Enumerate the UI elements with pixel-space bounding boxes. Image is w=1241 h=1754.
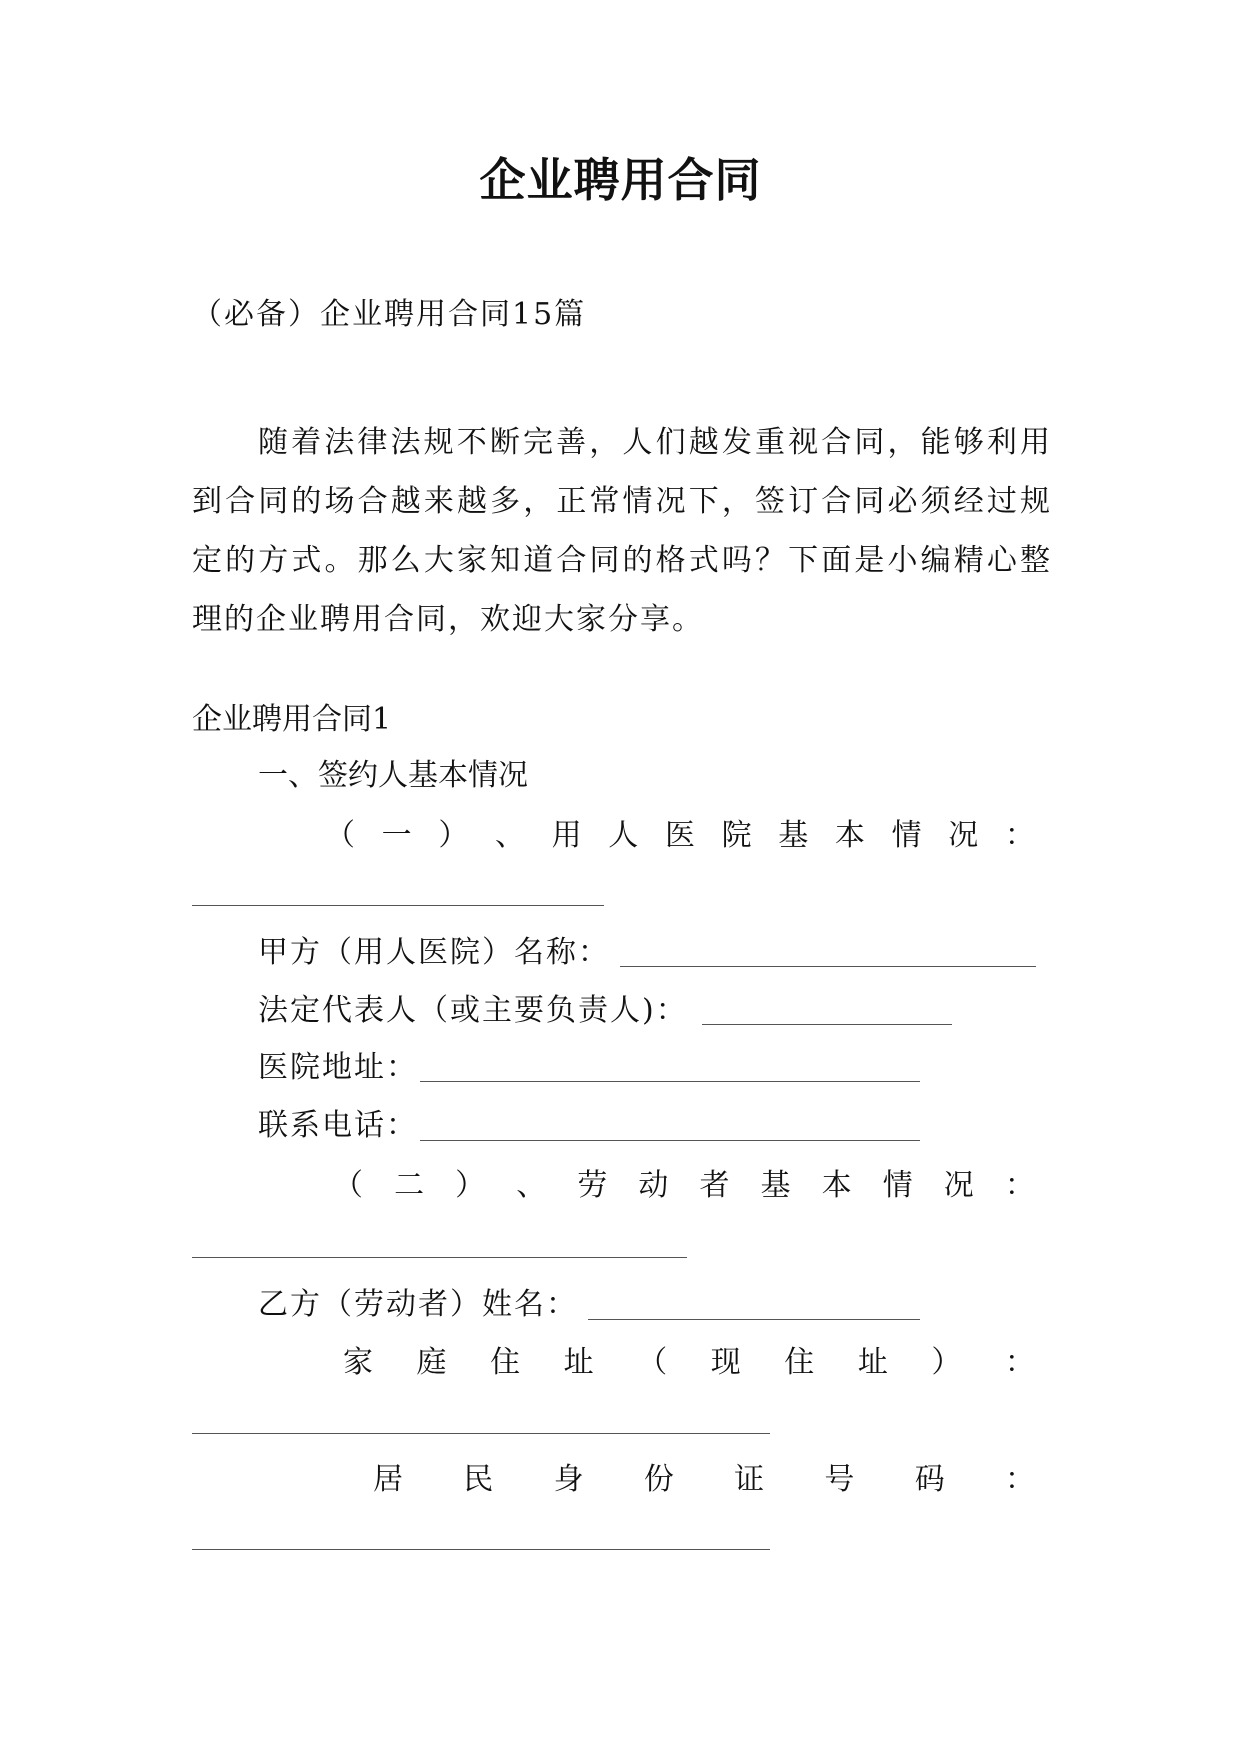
legal-rep-blank[interactable]	[702, 1024, 952, 1025]
home-address-blank[interactable]	[192, 1433, 770, 1434]
hospital-address-blank[interactable]	[420, 1081, 920, 1082]
heading-signatory-info: 一、签约人基本情况	[258, 758, 528, 793]
contact-phone-blank[interactable]	[420, 1140, 920, 1141]
employer-info-blank[interactable]	[192, 905, 604, 906]
hospital-address-label: 医院地址：	[258, 1050, 418, 1085]
subheading-employer-info: （ 一 ） 、 用 人 医 院 基 本 情 况 ：	[325, 818, 1035, 853]
document-subtitle: （必备）企业聘用合同15篇	[192, 297, 587, 332]
subheading-worker-info: （ 二 ） 、 劳 动 者 基 本 情 况 ：	[333, 1168, 1035, 1203]
home-address-label: 家 庭 住 址 （ 现 住 址 ） ：	[343, 1345, 1035, 1380]
id-number-blank[interactable]	[192, 1549, 770, 1550]
worker-info-blank[interactable]	[192, 1257, 687, 1258]
intro-paragraph: 随着法律法规不断完善，人们越发重视合同，能够利用到合同的场合越来越多，正常情况下，签订合同必须经过规定的方式。那么大家知道合同的格式吗？下面是小编精心整理的企业聘用合同，欢迎大家分享。	[192, 425, 1052, 637]
legal-rep-label: 法定代表人（或主要负责人)：	[258, 993, 688, 1028]
id-number-label: 居 民 身 份 证 号 码 ：	[373, 1462, 1035, 1497]
section-title: 企业聘用合同1	[192, 702, 392, 737]
party-b-name-blank[interactable]	[588, 1319, 920, 1320]
party-a-name-blank[interactable]	[620, 966, 1036, 967]
party-b-name-label: 乙方（劳动者）姓名：	[258, 1287, 578, 1322]
contact-phone-label: 联系电话：	[258, 1108, 418, 1143]
party-a-name-label: 甲方（用人医院）名称：	[258, 935, 610, 970]
document-title: 企业聘用合同	[479, 153, 762, 207]
